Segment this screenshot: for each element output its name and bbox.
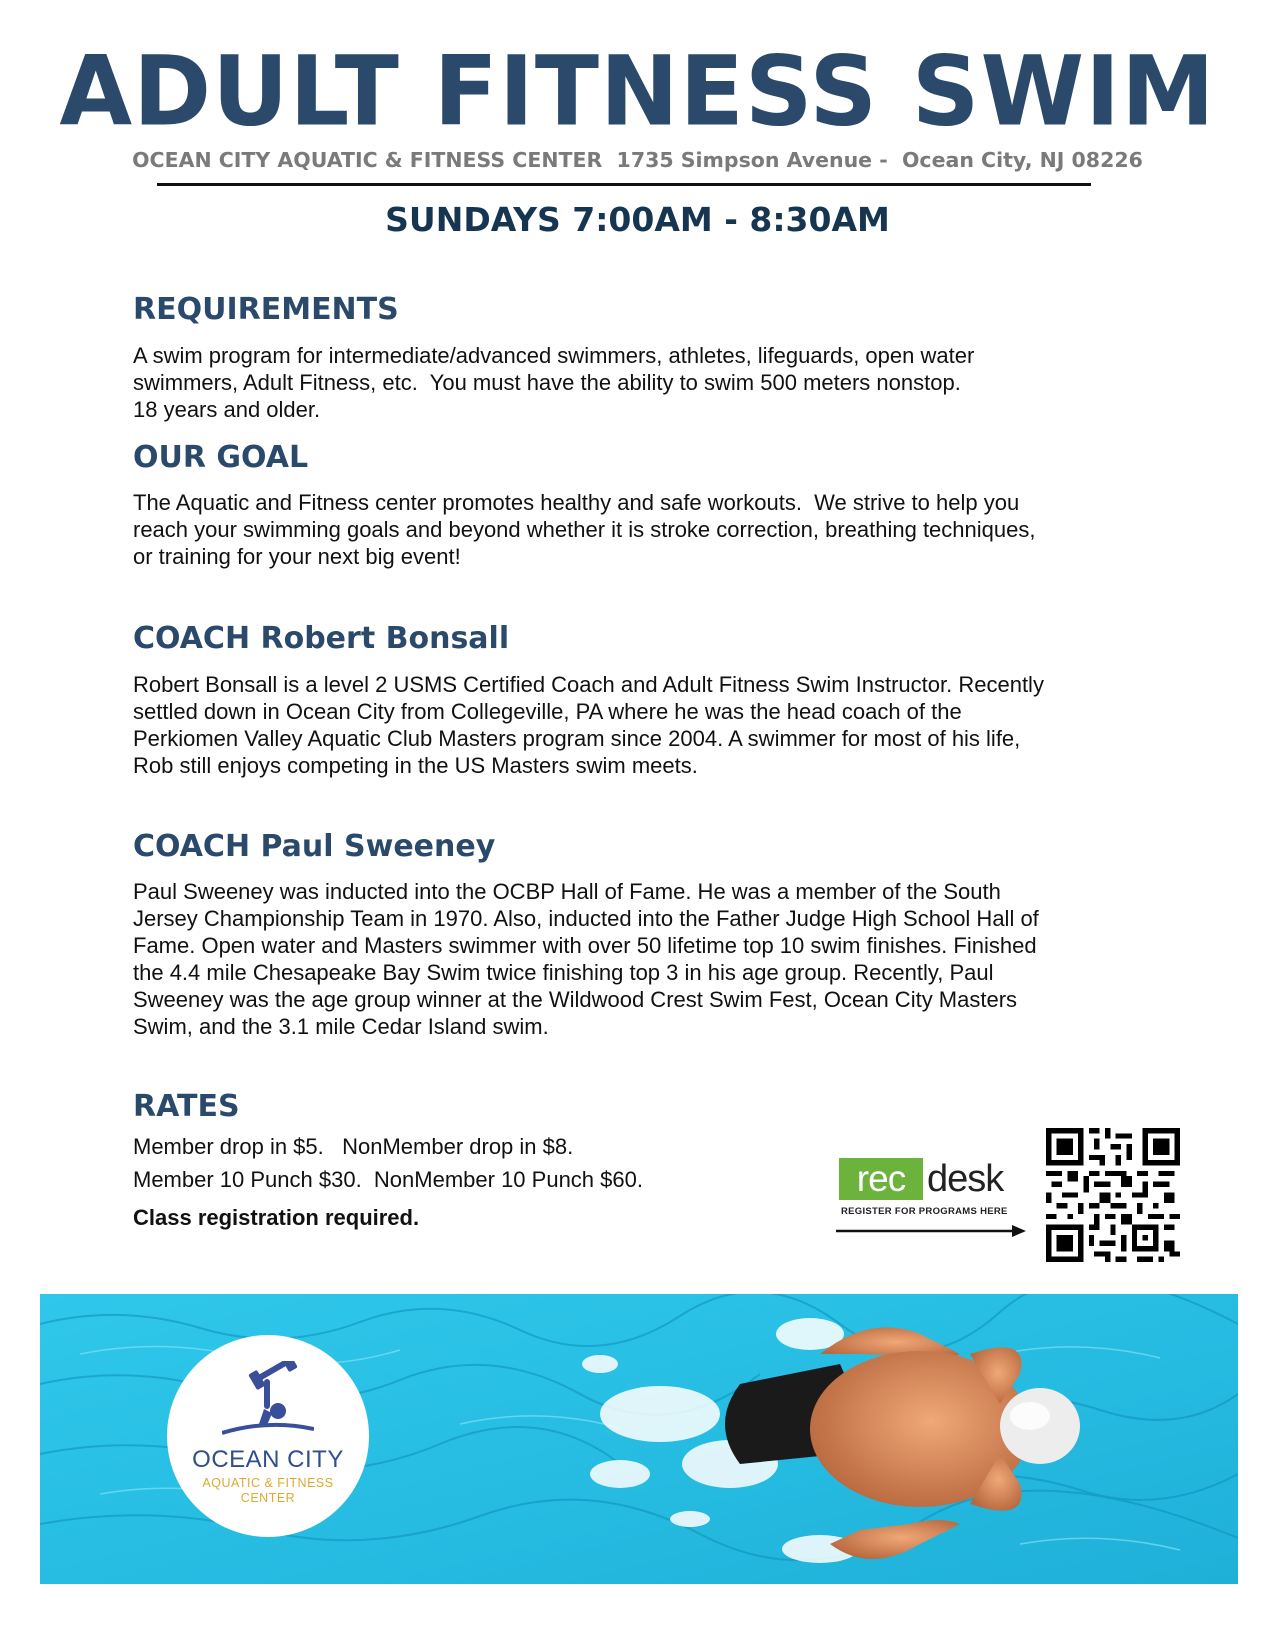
goal-line: The Aquatic and Fitness center promotes healthy and safe workouts. We strive to help you <box>133 490 1020 515</box>
coach-sweeney-bio <box>133 878 1173 1040</box>
registration-note: Class registration required. <box>133 1205 420 1230</box>
coach-bonsall-heading: COACH Robert Bonsall <box>133 621 510 656</box>
page-title: ADULT FITNESS SWIM <box>59 36 1216 149</box>
arrow-right-icon <box>836 1224 1026 1238</box>
recdesk-desk: desk <box>927 1158 1004 1200</box>
facility-address: OCEAN CITY AQUATIC & FITNESS CENTER 1735 Simpson Avenue - Ocean City, NJ 08226 <box>132 148 1143 172</box>
rates-drop-in: Member drop in $5. NonMember drop in $8. <box>133 1134 574 1159</box>
logo-name: OCEAN CITY <box>192 1446 344 1473</box>
rates-heading: RATES <box>133 1089 240 1124</box>
requirements-line: 18 years and older. <box>133 397 321 422</box>
bio-line: Perkiomen Valley Aquatic Club Masters program since 2004. A swimmer for most of his life, <box>133 726 1021 751</box>
title-divider <box>157 183 1091 186</box>
bio-line: Jersey Championship Team in 1970. Also, inducted into the Father Judge High School Hall of <box>133 906 1039 931</box>
logo-subtitle: CENTER <box>240 1491 296 1505</box>
bio-line: the 4.4 mile Chesapeake Bay Swim twice finishing top 3 in his age group. Recently, Paul <box>133 960 994 985</box>
requirements-text <box>133 342 1173 423</box>
rates-punch: Member 10 Punch $30. NonMember 10 Punch $60. <box>133 1167 643 1192</box>
requirements-line: A swim program for intermediate/advanced swimmers, athletes, lifeguards, open water <box>133 343 975 368</box>
goal-line: or training for your next big event! <box>133 544 461 569</box>
coach-bonsall-bio <box>133 671 1173 779</box>
coach-sweeney-heading: COACH Paul Sweeney <box>133 829 496 864</box>
bio-line: Fame. Open water and Masters swimmer with over 50 lifetime top 10 swim finishes. Finished <box>133 933 1037 958</box>
goal-line: reach your swimming goals and beyond whether it is stroke correction, breathing techniques, <box>133 517 1036 542</box>
bio-line: settled down in Ocean City from Collegeville, PA where he was the head coach of the <box>133 699 962 724</box>
qr-code[interactable] <box>1046 1128 1180 1262</box>
goal-text <box>133 489 1173 570</box>
bio-line: Rob still enjoys competing in the US Masters swim meets. <box>133 753 698 778</box>
ocean-city-logo <box>167 1335 369 1537</box>
bio-line: Swim, and the 3.1 mile Cedar Island swim. <box>133 1014 549 1039</box>
recdesk-rec: rec <box>839 1158 923 1200</box>
bio-line: Robert Bonsall is a level 2 USMS Certified Coach and Adult Fitness Swim Instructor. Recently <box>133 672 1044 697</box>
schedule-text: SUNDAYS 7:00AM - 8:30AM <box>385 200 890 239</box>
recdesk-tagline: REGISTER FOR PROGRAMS HERE <box>841 1206 1008 1217</box>
goal-heading: OUR GOAL <box>133 440 309 475</box>
bio-line: Sweeney was the age group winner at the Wildwood Crest Swim Fest, Ocean City Masters <box>133 987 1018 1012</box>
logo-subtitle: AQUATIC & FITNESS <box>202 1476 334 1490</box>
weightlifter-icon <box>222 1361 314 1441</box>
bio-line: Paul Sweeney was inducted into the OCBP Hall of Fame. He was a member of the South <box>133 879 1001 904</box>
requirements-heading: REQUIREMENTS <box>133 292 399 327</box>
requirements-line: swimmers, Adult Fitness, etc. You must have the ability to swim 500 meters nonstop. <box>133 370 961 395</box>
